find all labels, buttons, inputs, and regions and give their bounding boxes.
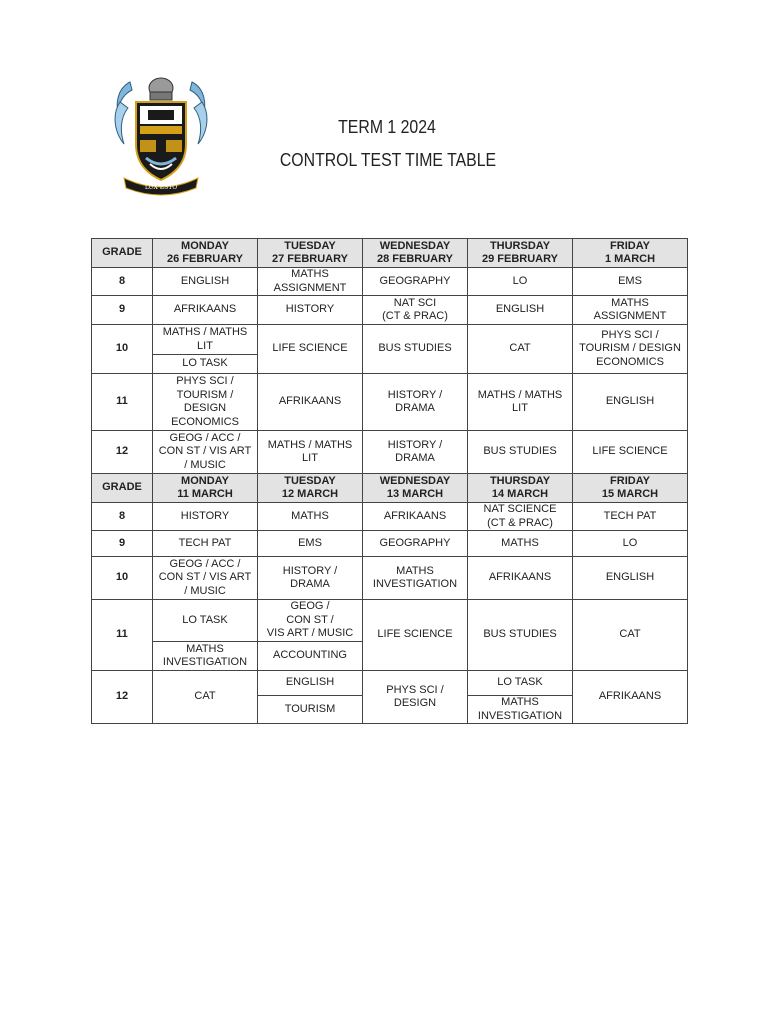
subject-cell: ENGLISH <box>258 671 363 696</box>
grade-cell: 10 <box>92 557 153 600</box>
subject-cell: LIFE SCIENCE <box>363 600 468 671</box>
subject-cell: MATHS / MATHS LIT <box>468 374 573 431</box>
grade-cell: 11 <box>92 600 153 671</box>
day-header: WEDNESDAY 13 MARCH <box>363 474 468 503</box>
subject-cell: LO <box>468 268 573 296</box>
grade-cell: 9 <box>92 531 153 557</box>
grade-cell: 11 <box>92 374 153 431</box>
subject-cell: TECH PAT <box>153 531 258 557</box>
subject-cell: MATHS INVESTIGATION <box>468 696 573 724</box>
subject-cell: GEOGRAPHY <box>363 531 468 557</box>
subject-cell: GEOG / ACC / CON ST / VIS ART / MUSIC <box>153 557 258 600</box>
subject-cell: MATHS / MATHS LIT <box>258 431 363 474</box>
subject-cell: AFRIKAANS <box>153 296 258 325</box>
subject-cell: EMS <box>258 531 363 557</box>
subject-cell: LO TASK <box>468 671 573 696</box>
subject-cell: HISTORY <box>153 503 258 531</box>
school-crest-logo <box>110 74 212 196</box>
table-row <box>92 431 688 474</box>
subject-cell: AFRIKAANS <box>258 374 363 431</box>
subject-cell: EMS <box>573 268 688 296</box>
crest-motto: LUX ESTO <box>144 184 178 191</box>
subject-cell: PHYS SCI / TOURISM / DESIGN ECONOMICS <box>573 325 688 374</box>
day-header: MONDAY 26 FEBRUARY <box>153 239 258 268</box>
subject-cell: TECH PAT <box>573 503 688 531</box>
subject-cell: BUS STUDIES <box>363 325 468 374</box>
day-header: TUESDAY 27 FEBRUARY <box>258 239 363 268</box>
control-test-timetable <box>91 238 688 724</box>
subject-cell: MATHS ASSIGNMENT <box>258 268 363 296</box>
term-title: TERM 1 2024 <box>338 117 436 137</box>
day-header: THURSDAY 29 FEBRUARY <box>468 239 573 268</box>
page-title: CONTROL TEST TIME TABLE <box>279 150 497 170</box>
subject-cell: GEOG / ACC / CON ST / VIS ART / MUSIC <box>153 431 258 474</box>
grade-header: GRADE <box>92 474 153 503</box>
subject-cell: GEOGRAPHY <box>363 268 468 296</box>
subject-cell: MATHS / MATHS LIT <box>153 325 258 355</box>
subject-cell: CAT <box>153 671 258 724</box>
day-header: FRIDAY 1 MARCH <box>573 239 688 268</box>
subject-cell: HISTORY / DRAMA <box>363 374 468 431</box>
subject-cell: HISTORY <box>258 296 363 325</box>
table-row <box>92 671 688 696</box>
subject-cell: ENGLISH <box>573 374 688 431</box>
subject-cell: GEOG / CON ST / VIS ART / MUSIC <box>258 600 363 642</box>
subject-cell: NAT SCIENCE (CT & PRAC) <box>468 503 573 531</box>
subject-cell: BUS STUDIES <box>468 600 573 671</box>
day-header: WEDNESDAY 28 FEBRUARY <box>363 239 468 268</box>
grade-cell: 8 <box>92 268 153 296</box>
grade-cell: 12 <box>92 671 153 724</box>
subject-cell: ENGLISH <box>573 557 688 600</box>
subject-cell: BUS STUDIES <box>468 431 573 474</box>
subject-cell: TOURISM <box>258 696 363 724</box>
subject-cell: MATHS INVESTIGATION <box>153 642 258 671</box>
subject-cell: ENGLISH <box>468 296 573 325</box>
day-header: THURSDAY 14 MARCH <box>468 474 573 503</box>
grade-cell: 9 <box>92 296 153 325</box>
subject-cell: AFRIKAANS <box>468 557 573 600</box>
header-row-week2 <box>92 474 688 503</box>
day-header: MONDAY 11 MARCH <box>153 474 258 503</box>
header-row-week1 <box>92 239 688 268</box>
subject-cell: LIFE SCIENCE <box>258 325 363 374</box>
table-row <box>92 374 688 431</box>
subject-cell: MATHS <box>258 503 363 531</box>
subject-cell: LO <box>573 531 688 557</box>
subject-cell: MATHS ASSIGNMENT <box>573 296 688 325</box>
subject-cell: HISTORY / DRAMA <box>363 431 468 474</box>
subject-cell: HISTORY / DRAMA <box>258 557 363 600</box>
day-header: FRIDAY 15 MARCH <box>573 474 688 503</box>
subject-cell: LO TASK <box>153 600 258 642</box>
subject-cell: LO TASK <box>153 355 258 374</box>
subject-cell: ACCOUNTING <box>258 642 363 671</box>
table-row <box>92 503 688 531</box>
grade-header: GRADE <box>92 239 153 268</box>
subject-cell: MATHS INVESTIGATION <box>363 557 468 600</box>
subject-cell: CAT <box>468 325 573 374</box>
subject-cell: ENGLISH <box>153 268 258 296</box>
grade-cell: 12 <box>92 431 153 474</box>
subject-cell: AFRIKAANS <box>573 671 688 724</box>
grade-cell: 10 <box>92 325 153 374</box>
table-row <box>92 531 688 557</box>
subject-cell: PHYS SCI / DESIGN <box>363 671 468 724</box>
subject-cell: LIFE SCIENCE <box>573 431 688 474</box>
subject-cell: MATHS <box>468 531 573 557</box>
table-row <box>92 325 688 355</box>
table-row <box>92 557 688 600</box>
subject-cell: CAT <box>573 600 688 671</box>
subject-cell: PHYS SCI / TOURISM / DESIGN ECONOMICS <box>153 374 258 431</box>
day-header: TUESDAY 12 MARCH <box>258 474 363 503</box>
table-row <box>92 268 688 296</box>
table-row <box>92 600 688 642</box>
table-row <box>92 296 688 325</box>
subject-cell: NAT SCI (CT & PRAC) <box>363 296 468 325</box>
subject-cell: AFRIKAANS <box>363 503 468 531</box>
grade-cell: 8 <box>92 503 153 531</box>
